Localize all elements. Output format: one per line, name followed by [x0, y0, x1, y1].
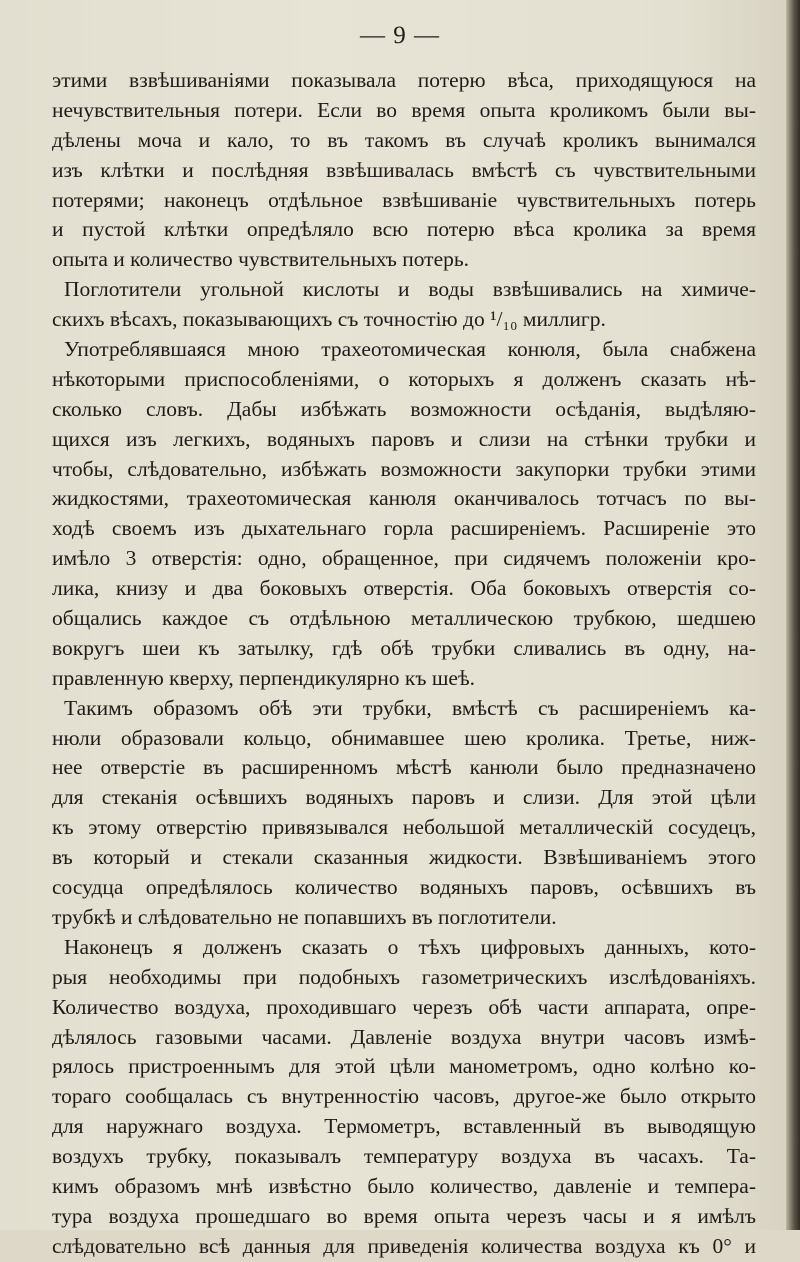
text-line: трубкѣ и слѣдовательно не попавшихъ въ поглотители. — [52, 904, 557, 929]
text-line: дѣлялось газовыми часами. Давленіе воздуха внутри часовъ измѣ- — [52, 1024, 756, 1049]
text-line: жидкостями, трахеотомическая канюля оканчивалось тотчасъ по вы- — [52, 486, 756, 511]
text-line: дѣлены моча и кало, то въ такомъ въ случаѣ кроликъ вынимался — [52, 127, 756, 152]
text-line: скихъ вѣсахъ, показывающихъ съ точностію до ¹/₁₀ миллигр. — [52, 307, 606, 332]
text-line: тораго сообщалась съ внутренностію часовъ, другое-же было открыто — [52, 1084, 756, 1109]
text-line: Наконецъ я долженъ сказать о тѣхъ цифровыхъ данныхъ, кото- — [64, 934, 756, 959]
text-line: изъ клѣтки и послѣдняя взвѣшивалась вмѣстѣ съ чувствительными — [52, 157, 756, 182]
text-line: лика, книзу и два боковыхъ отверстія. Оба боковыхъ отверстія со- — [52, 576, 756, 601]
text-line: правленную кверху, перпендикулярно къ шеѣ. — [52, 665, 476, 690]
text-line: для наружнаго воздуха. Термометръ, вставленный въ выводящую — [52, 1114, 756, 1139]
text-line: щихся изъ легкихъ, водяныхъ паровъ и слизи на стѣнки трубки и — [52, 426, 756, 451]
page-edge-shadow — [786, 0, 800, 1230]
text-line: воздухъ трубку, показывалъ температуру воздуха въ часахъ. Та- — [52, 1144, 756, 1169]
text-line: тура воздуха прошедшаго во время опыта черезъ часы и я имѣлъ — [52, 1203, 756, 1228]
text-line: нее отверстіе въ расширенномъ мѣстѣ канюли было предназначено — [52, 755, 756, 780]
text-line: рыя необходимы при подобныхъ газометрическихъ изслѣдованіяхъ. — [52, 964, 756, 989]
text-line: въ который и стекали сказанныя жидкости. Взвѣшиваніемъ этого — [52, 845, 756, 870]
text-line: сосудца опредѣлялось количество водяныхъ паровъ, осѣвшихъ въ — [52, 875, 756, 900]
text-line: нюли образовали кольцо, обнимавшее шею кролика. Третье, ниж- — [52, 725, 756, 750]
text-line: кимъ образомъ мнѣ извѣстно было количество, давленіе и темпера- — [52, 1173, 756, 1198]
text-line: Количество воздуха, проходившаго черезъ обѣ части аппарата, опре- — [52, 994, 756, 1019]
text-line: вокругъ шеи къ затылку, гдѣ обѣ трубки сливались въ одну, на- — [52, 635, 756, 660]
page-number: — 9 — — [360, 22, 440, 49]
text-line: имѣло 3 отверстія: одно, обращенное, при сидячемъ положеніи кро- — [52, 546, 756, 571]
text-line: рялось пристроеннымъ для этой цѣли манометромъ, одно колѣно ко- — [52, 1054, 756, 1079]
text-line: опыта и количество чувствительныхъ потерь. — [52, 247, 470, 272]
text-line: потерями; наконецъ отдѣльное взвѣшиваніе чувствительныхъ потерь — [52, 187, 756, 212]
text-line: сколько словъ. Дабы избѣжать возможности осѣданія, выдѣляю- — [52, 396, 756, 421]
text-line: нѣкоторыми приспособленіями, о которыхъ я долженъ сказать нѣ- — [52, 366, 756, 391]
text-line: этими взвѣшиваніями показывала потерю вѣса, приходящуюся на — [52, 68, 756, 92]
text-line: Поглотители угольной кислоты и воды взвѣшивались на химиче- — [64, 277, 756, 302]
text-line: чтобы, слѣдовательно, избѣжать возможности закупорки трубки этими — [52, 456, 756, 481]
text-line: Употреблявшаяся мною трахеотомическая конюля, была снабжена — [64, 337, 756, 362]
text-line: Такимъ образомъ обѣ эти трубки, вмѣстѣ съ расширеніемъ ка- — [64, 695, 756, 720]
text-line: общались каждое съ отдѣльною металлическою трубкою, шедшею — [52, 606, 756, 631]
text-line: нечувствительныя потери. Если во время опыта кроликомъ были вы- — [52, 97, 756, 122]
text-line: къ этому отверстію привязывался небольшой металлическій сосудецъ, — [52, 815, 756, 840]
text-line: и пустой клѣтки опредѣляло всю потерю вѣса кролика за время — [52, 217, 756, 242]
body-text — [52, 66, 756, 1262]
text-line: слѣдовательно всѣ данныя для приведенія количества воздуха къ 0° и — [52, 1233, 756, 1258]
text-line: ходѣ своемъ изъ дыхательнаго горла расширеніемъ. Расширеніе это — [52, 516, 756, 541]
text-line: для стеканія осѣвшихъ водяныхъ паровъ и слизи. Для этой цѣли — [52, 785, 756, 810]
